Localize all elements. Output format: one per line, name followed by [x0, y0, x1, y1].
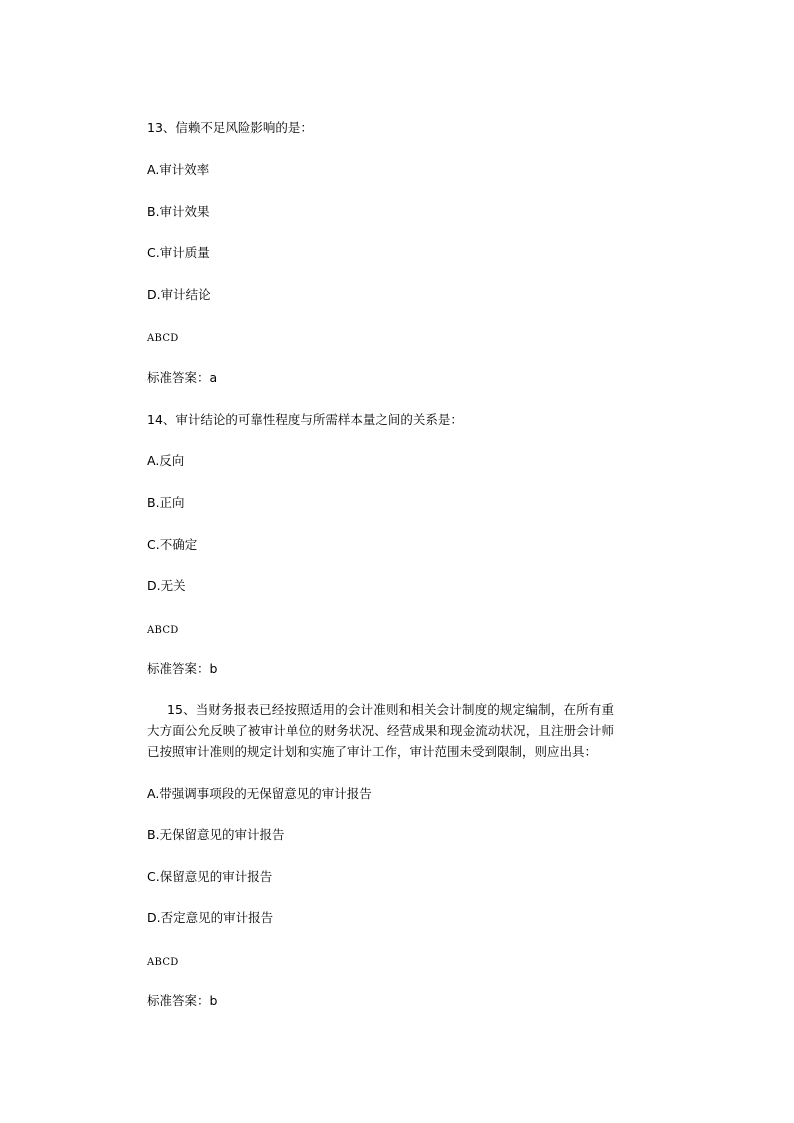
question-13-option-c: C.审计质量 — [147, 245, 210, 260]
question-13-option-d: D.审计结论 — [147, 287, 211, 302]
question-13-option-b: B.审计效果 — [147, 204, 210, 219]
question-14-answer: 标准答案：b — [147, 661, 218, 676]
question-15-choices: ABCD — [147, 957, 179, 968]
question-15-option-d: D.否定意见的审计报告 — [147, 910, 274, 925]
question-15-option-c: C.保留意见的审计报告 — [147, 869, 273, 884]
question-13-option-a: A.审计效率 — [147, 162, 210, 177]
question-15-option-a: A.带强调事项段的无保留意见的审计报告 — [147, 786, 372, 801]
question-15-option-b: B.无保留意见的审计报告 — [147, 827, 285, 842]
question-14-choices: ABCD — [147, 625, 179, 636]
question-13-stem: 13、信赖不足风险影响的是： — [147, 120, 313, 135]
question-13-answer: 标准答案：a — [147, 370, 218, 385]
question-14-option-a: A.反向 — [147, 453, 185, 468]
question-13-choices: ABCD — [147, 333, 179, 344]
question-14-option-d: D.无关 — [147, 578, 186, 593]
question-14-stem: 14、审计结论的可靠性程度与所需样本量之间的关系是： — [147, 412, 463, 427]
question-14-option-b: B.正向 — [147, 495, 185, 510]
question-14-option-c: C.不确定 — [147, 537, 198, 552]
question-15-answer: 标准答案：b — [147, 993, 218, 1008]
question-15-stem: 15、当财务报表已经按照适用的会计准则和相关会计制度的规定编制，在所有重大方面公允反映了被审计单位的财务状况、经营成果和现金流动状况，且注册会计师已按照审计准则的规定计划和实施了审计工作，审计范围未受到限制，则应出具： — [147, 702, 614, 759]
